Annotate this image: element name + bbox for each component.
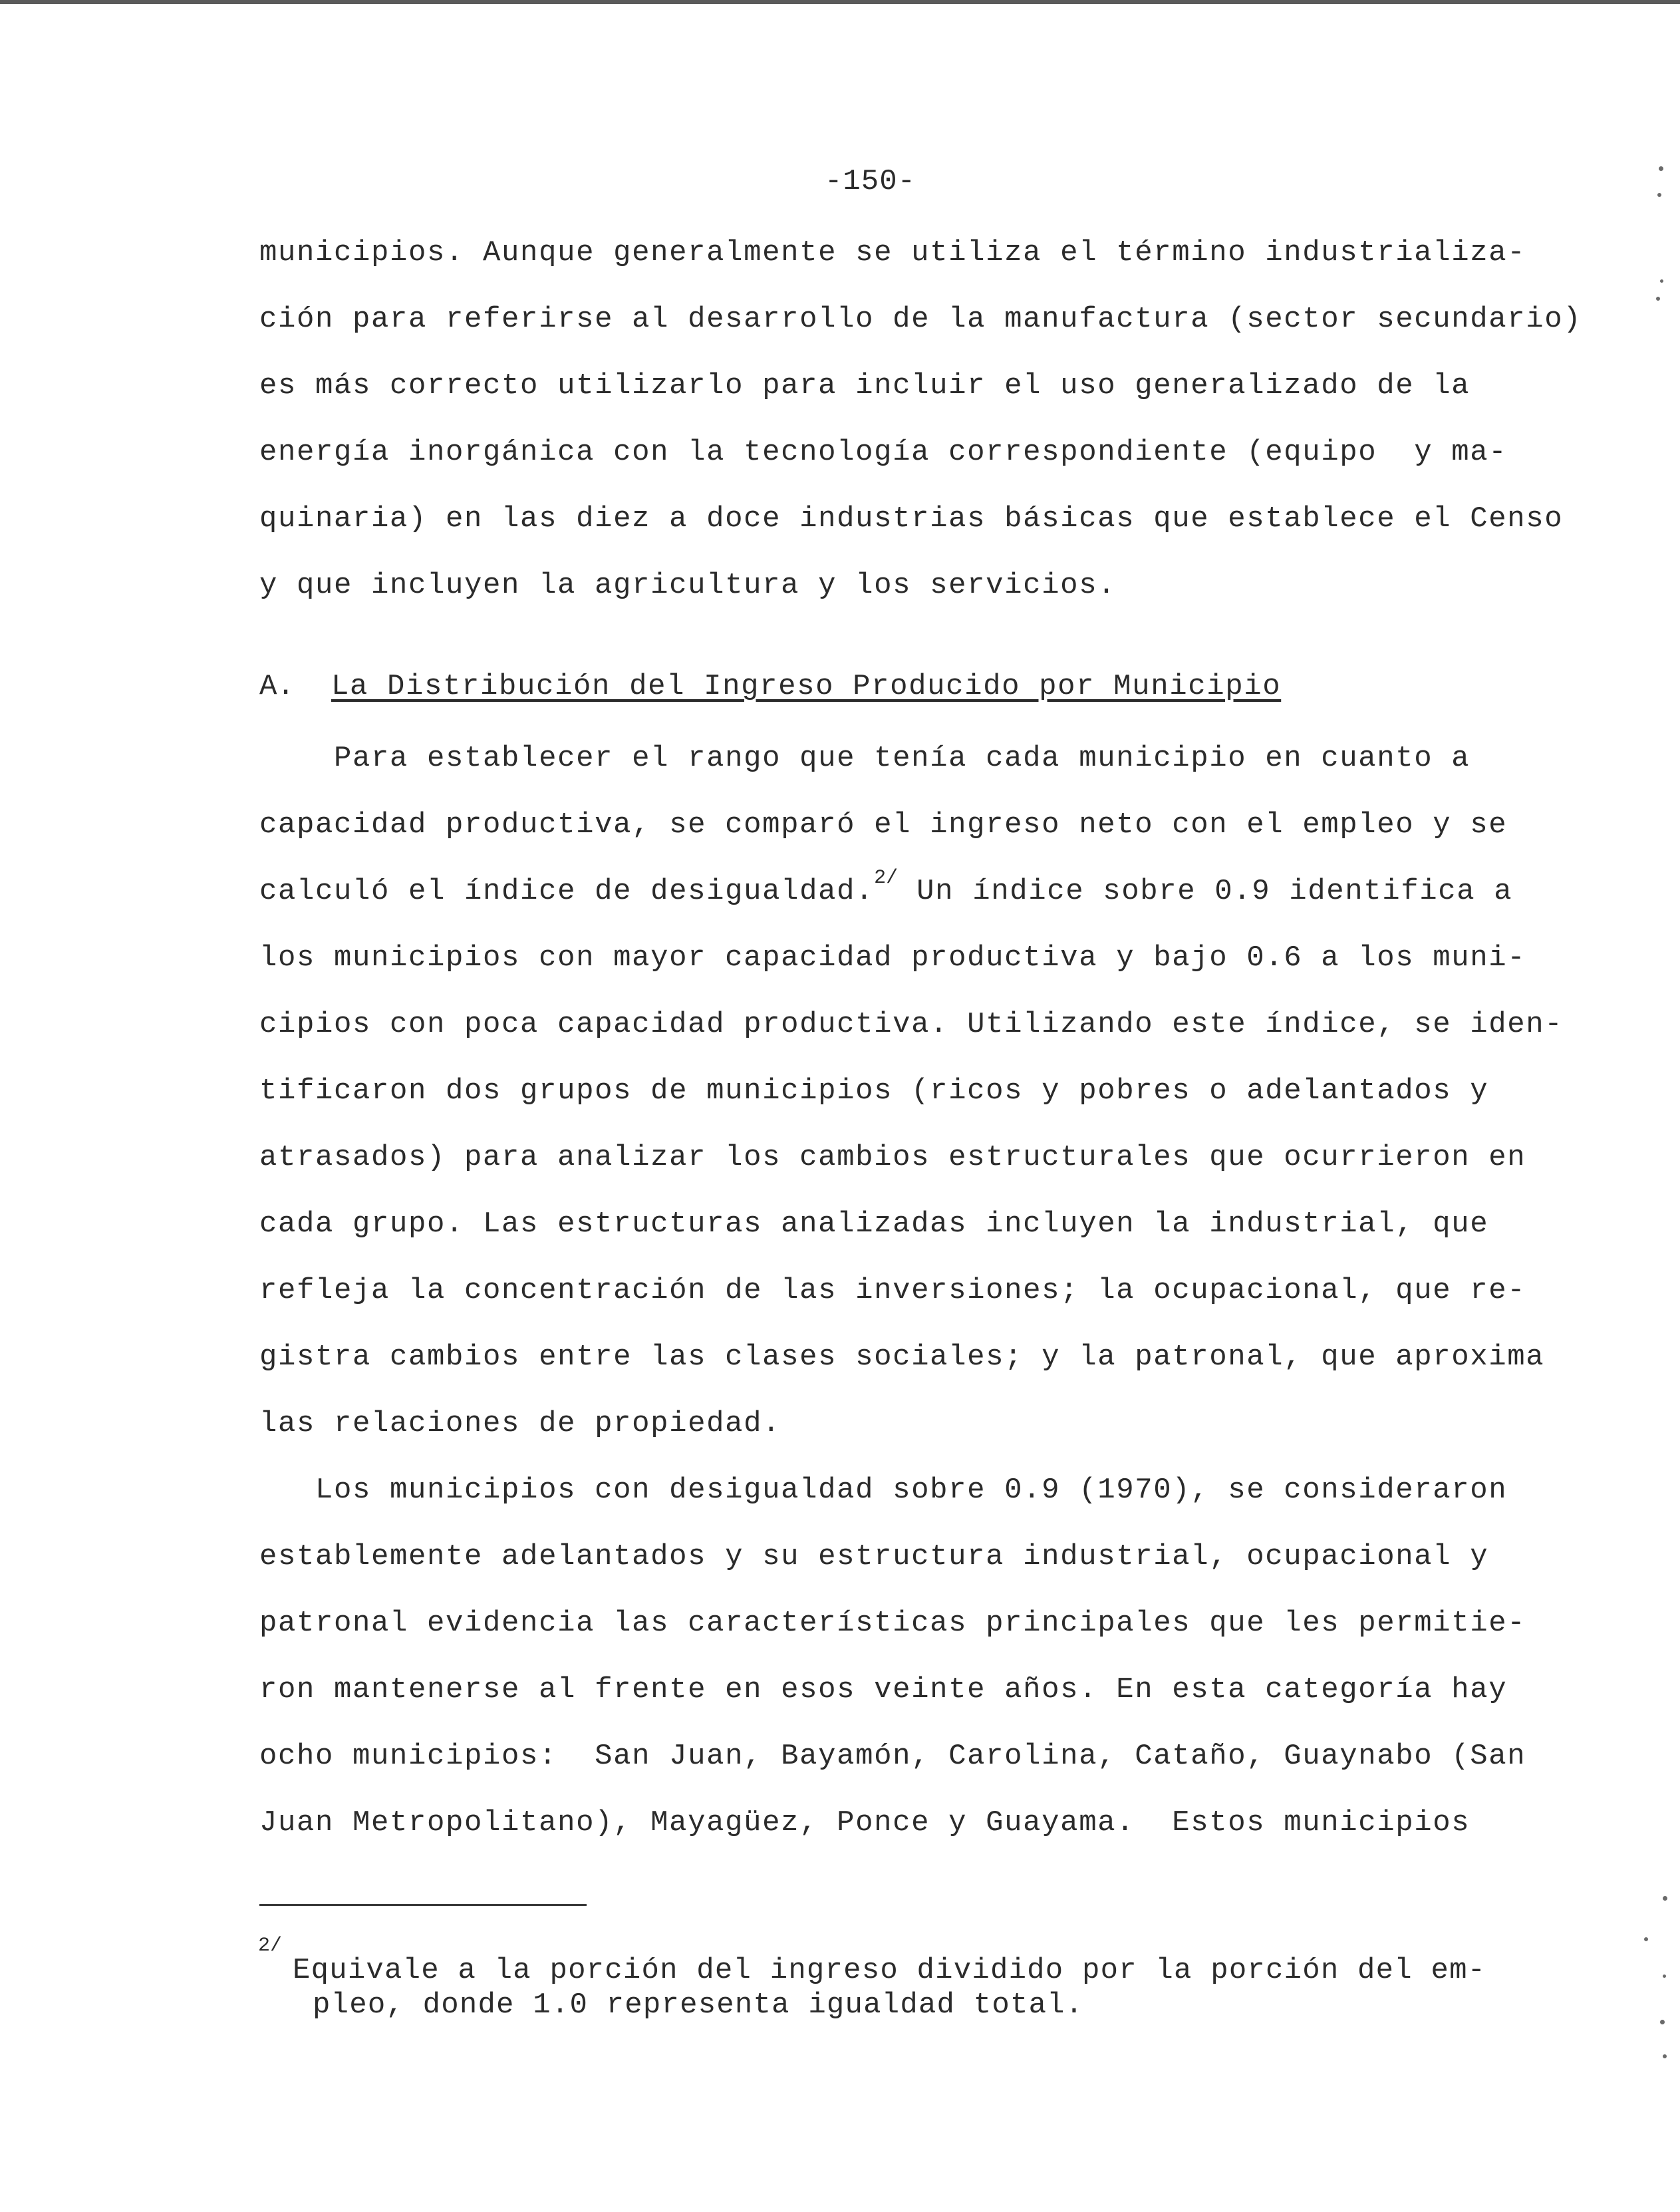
scan-speck <box>1660 2020 1665 2024</box>
body-line: es más correcto utilizarlo para incluir el uso generalizado de la <box>259 369 1470 402</box>
scan-speck <box>1657 193 1661 197</box>
body-line: las relaciones de propiedad. <box>259 1407 781 1440</box>
footnote-line: Equivale a la porción del ingreso dividido por la porción del em- <box>293 1954 1486 1987</box>
scan-speck <box>1660 279 1663 283</box>
page-number: -150- <box>825 165 916 198</box>
body-line: ocho municipios: San Juan, Bayamón, Carolina, Cataño, Guaynabo (San <box>259 1740 1526 1773</box>
section-label: A. <box>259 670 295 703</box>
body-line: los municipios con mayor capacidad productiva y bajo 0.6 a los muni- <box>259 941 1526 975</box>
body-line: Para establecer el rango que tenía cada municipio en cuanto a <box>259 742 1470 775</box>
body-line: refleja la concentración de las inversiones; la ocupacional, que re- <box>259 1274 1526 1307</box>
body-line: cada grupo. Las estructuras analizadas incluyen la industrial, que <box>259 1207 1489 1241</box>
scan-speck <box>1656 297 1660 301</box>
scan-top-edge <box>0 0 1680 4</box>
body-line: ron mantenerse al frente en esos veinte años. En esta categoría hay <box>259 1673 1508 1706</box>
body-line: ción para referirse al desarrollo de la manufactura (sector secundario) <box>259 303 1582 336</box>
body-line: cipios con poca capacidad productiva. Utilizando este índice, se iden- <box>259 1008 1564 1041</box>
body-line: patronal evidencia las características principales que les permitie- <box>259 1607 1526 1640</box>
section-title: La Distribución del Ingreso Producido por Municipio <box>331 670 1282 703</box>
footnote-mark: 2/ <box>258 1935 283 1957</box>
body-line-with-footnote-ref <box>259 867 1513 908</box>
body-line: tificaron dos grupos de municipios (ricos y pobres o adelantados y <box>259 1074 1489 1108</box>
scan-speck <box>1663 1896 1667 1901</box>
scan-speck <box>1659 166 1663 171</box>
body-line: capacidad productiva, se comparó el ingreso neto con el empleo y se <box>259 808 1508 842</box>
body-line: y que incluyen la agricultura y los servicios. <box>259 569 1117 602</box>
footnote-line: pleo, donde 1.0 representa igualdad total. <box>313 1988 1084 2022</box>
body-line: atrasados) para analizar los cambios estructurales que ocurrieron en <box>259 1141 1526 1174</box>
scan-speck <box>1663 2054 1667 2058</box>
footnote-separator <box>259 1904 587 1906</box>
body-line: municipios. Aunque generalmente se utiliza el término industrializa- <box>259 236 1526 269</box>
footnote-reference: 2/ <box>874 867 899 889</box>
body-line: Los municipios con desigualdad sobre 0.9 (1970), se consideraron <box>259 1474 1508 1507</box>
body-line: Juan Metropolitano), Mayagüez, Ponce y Guayama. Estos municipios <box>259 1806 1470 1839</box>
body-line: establemente adelantados y su estructura industrial, ocupacional y <box>259 1540 1489 1573</box>
scan-speck <box>1644 1937 1648 1941</box>
body-text: Un índice sobre 0.9 identifica a <box>898 875 1513 908</box>
body-text: calculó el índice de desigualdad. <box>259 875 875 908</box>
body-line: quinaria) en las diez a doce industrias básicas que establece el Censo <box>259 502 1564 536</box>
body-line: gistra cambios entre las clases sociales; y la patronal, que aproxima <box>259 1341 1545 1374</box>
body-line: energía inorgánica con la tecnología correspondiente (equipo y ma- <box>259 436 1508 469</box>
scan-speck <box>1663 1975 1666 1978</box>
